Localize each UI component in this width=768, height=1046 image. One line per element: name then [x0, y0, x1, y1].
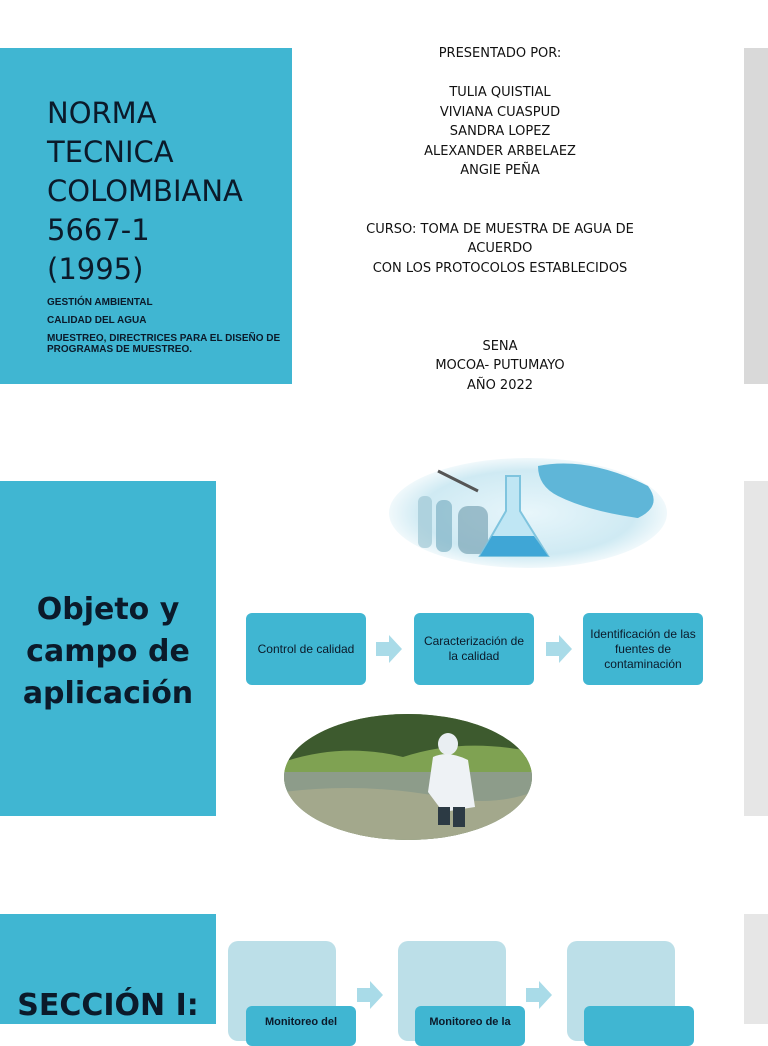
- title-line: TECNICA: [47, 135, 174, 169]
- flow-box-identification: Identificación de las fuentes de contaminación: [583, 613, 703, 685]
- section-title: SECCIÓN I:: [17, 988, 199, 1023]
- subtitle-line: GESTIÓN AMBIENTAL: [47, 297, 153, 308]
- subtitle-line: CALIDAD DEL AGUA: [47, 315, 147, 326]
- credit-line: [340, 64, 660, 84]
- credit-line: SENA: [482, 338, 518, 354]
- credit-line: SANDRA LOPEZ: [449, 124, 551, 139]
- credit-line: CURSO: TOMA DE MUESTRA DE AGUA DE ACUERDO: [366, 221, 638, 256]
- lab-glassware-image: [388, 456, 668, 571]
- title-line: 5667-1: [47, 213, 150, 247]
- credits-block: [340, 44, 660, 395]
- title-line: (1995): [47, 252, 144, 286]
- section-sub-box: Monitoreo de la: [415, 1006, 525, 1046]
- credit-line: VIVIANA CUASPUD: [439, 104, 561, 120]
- arrow-right-icon: [526, 981, 552, 1009]
- side-strip: [744, 48, 768, 384]
- credit-line: ANGIE PEÑA: [460, 163, 540, 178]
- credit-line: [340, 317, 660, 337]
- subtitle-line: MUESTREO, DIRECTRICES PARA EL DISEÑO DE PROGRAMAS DE MUESTREO.: [47, 333, 281, 355]
- credit-line: [340, 200, 660, 220]
- credit-line: CON LOS PROTOCOLOS ESTABLECIDOS: [372, 260, 628, 276]
- objective-panel: [0, 481, 216, 816]
- title-line: NORMA: [47, 96, 157, 130]
- arrow-right-icon: [546, 635, 572, 663]
- section-sub-box: [584, 1006, 694, 1046]
- field-sampling-image: [283, 712, 533, 842]
- credit-line: AÑO 2022: [466, 377, 534, 393]
- credit-line: MOCOA- PUTUMAYO: [435, 358, 565, 373]
- side-strip: [744, 914, 768, 1024]
- arrow-right-icon: [357, 981, 383, 1009]
- credit-line: ALEXANDER ARBELAEZ: [424, 143, 576, 159]
- credit-line: PRESENTADO POR:: [438, 46, 562, 61]
- document-title: [47, 94, 287, 289]
- title-line: COLOMBIANA: [47, 174, 243, 208]
- section-sub-box: Monitoreo del: [246, 1006, 356, 1046]
- subtitle-list: [47, 297, 287, 362]
- credit-line: [340, 181, 660, 201]
- section-panel: [0, 914, 216, 1024]
- objective-title: Objeto y campo de aplicación: [22, 592, 194, 711]
- flow-box-characterization: Caracterización de la calidad: [414, 613, 534, 685]
- credit-line: TULIA QUISTIAL: [449, 85, 551, 100]
- credit-line: [340, 298, 660, 318]
- credit-line: [340, 278, 660, 298]
- flow-box-control: Control de calidad: [246, 613, 366, 685]
- arrow-right-icon: [376, 635, 402, 663]
- side-strip: [744, 481, 768, 816]
